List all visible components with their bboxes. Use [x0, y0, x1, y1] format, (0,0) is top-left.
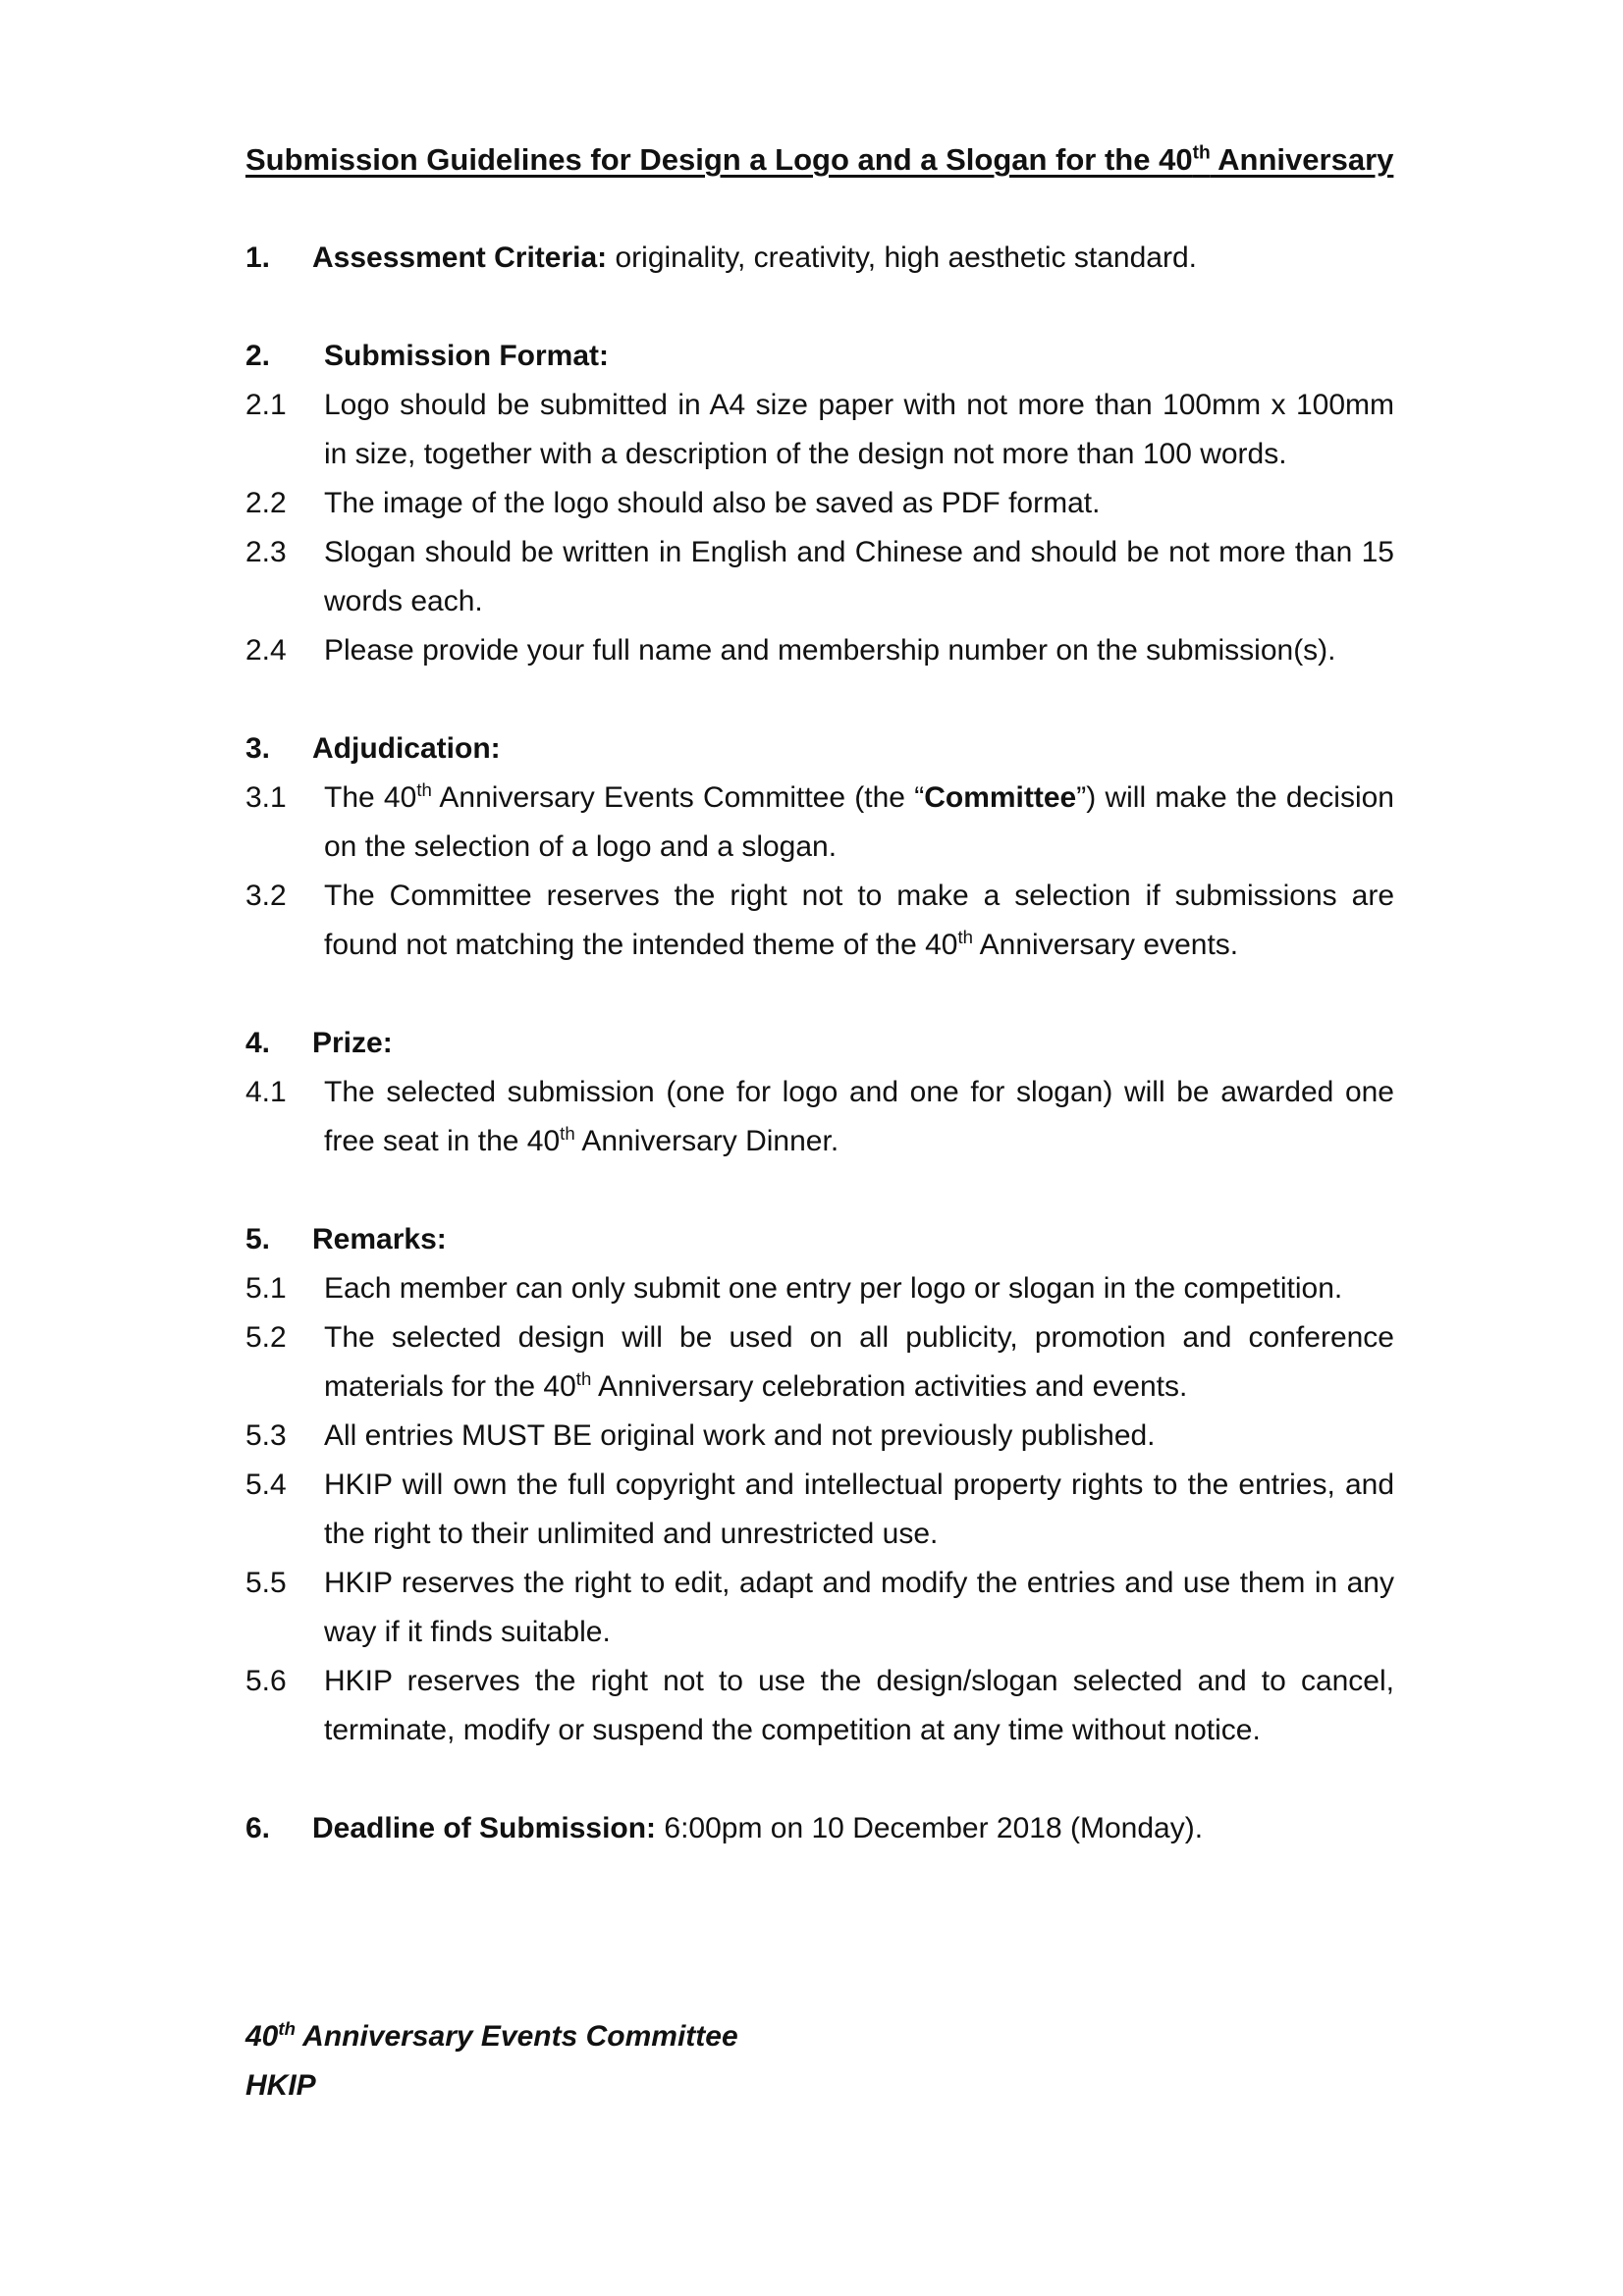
section-heading: Prize: — [312, 1027, 393, 1059]
item-text: Please provide your full name and membership number on the submission(s). — [324, 634, 1336, 667]
item-5-6 — [245, 1657, 1394, 1755]
section-1-assessment-criteria — [245, 234, 1394, 283]
section-heading: Remarks: — [312, 1223, 447, 1255]
item-3-2 — [245, 872, 1394, 970]
section-3-heading — [245, 724, 1394, 774]
section-number: 4. — [245, 1027, 271, 1059]
section-6-deadline — [245, 1804, 1394, 1853]
signature-block — [245, 2012, 738, 2110]
item-number: 4.1 — [245, 1076, 287, 1108]
item-number: 3.1 — [245, 781, 287, 814]
section-number: 5. — [245, 1223, 271, 1255]
item-5-5 — [245, 1559, 1394, 1657]
section-label: Deadline of Submission: — [312, 1812, 657, 1844]
item-2-3 — [245, 528, 1394, 626]
item-text: The 40th Anniversary Events Committee (the “Committee”) will make the decision on the selection of a logo and a slogan. — [324, 779, 1394, 863]
document-body — [245, 135, 1394, 1853]
section-text: originality, creativity, high aesthetic standard. — [607, 241, 1197, 274]
item-5-3 — [245, 1412, 1394, 1461]
section-heading: Adjudication: — [312, 732, 501, 765]
section-2-heading — [245, 332, 1394, 381]
item-2-1 — [245, 381, 1394, 479]
item-number: 2.2 — [245, 487, 287, 519]
item-text: Each member can only submit one entry per logo or slogan in the competition. — [324, 1272, 1343, 1305]
item-number: 2.4 — [245, 634, 287, 667]
item-number: 5.5 — [245, 1567, 287, 1599]
item-2-2 — [245, 479, 1394, 528]
item-3-1 — [245, 774, 1394, 872]
section-number: 2. — [245, 340, 271, 372]
item-text: HKIP reserves the right to edit, adapt and modify the entries and use them in any way if it finds suitable. — [324, 1567, 1394, 1648]
signature-organization: HKIP — [245, 2069, 316, 2102]
item-5-1 — [245, 1264, 1394, 1313]
item-text: All entries MUST BE original work and not previously published. — [324, 1419, 1156, 1452]
item-number: 2.3 — [245, 536, 287, 568]
item-number: 5.3 — [245, 1419, 287, 1452]
item-2-4 — [245, 626, 1394, 675]
item-number: 5.4 — [245, 1468, 287, 1501]
item-number: 5.1 — [245, 1272, 287, 1305]
item-number: 3.2 — [245, 880, 287, 912]
item-text: The selected design will be used on all publicity, promotion and conference materials for the 40th Anniversary celebration activities and events. — [324, 1321, 1394, 1403]
item-text: The image of the logo should also be saved as PDF format. — [324, 487, 1101, 519]
item-text: The Committee reserves the right not to make a selection if submissions are found not matching the intended theme of the 40th Anniversary events. — [324, 880, 1394, 961]
page-title: Submission Guidelines for Design a Logo and a Slogan for the 40th Anniversary — [245, 142, 1394, 177]
signature-committee: 40th Anniversary Events Committee — [245, 2018, 738, 2053]
item-text: The selected submission (one for logo and one for slogan) will be awarded one free seat in the 40th Anniversary Dinner. — [324, 1076, 1394, 1157]
item-number: 5.6 — [245, 1665, 287, 1697]
section-4-heading — [245, 1019, 1394, 1068]
item-5-4 — [245, 1461, 1394, 1559]
item-text: HKIP will own the full copyright and intellectual property rights to the entries, and the right to their unlimited and unrestricted use. — [324, 1468, 1394, 1550]
item-5-2 — [245, 1313, 1394, 1412]
item-text: HKIP reserves the right not to use the design/slogan selected and to cancel, terminate, modify or suspend the competition at any time without notice. — [324, 1665, 1394, 1746]
section-heading: Submission Format: — [324, 340, 610, 372]
item-4-1 — [245, 1068, 1394, 1166]
section-5-heading — [245, 1215, 1394, 1264]
item-number: 5.2 — [245, 1321, 287, 1354]
item-number: 2.1 — [245, 389, 287, 421]
section-number: 3. — [245, 732, 271, 765]
item-text: Logo should be submitted in A4 size paper with not more than 100mm x 100mm in size, together with a description of the design not more than 100 words. — [324, 389, 1394, 470]
section-text: 6:00pm on 10 December 2018 (Monday). — [656, 1812, 1204, 1844]
item-text: Slogan should be written in English and Chinese and should be not more than 15 words each. — [324, 536, 1394, 617]
section-label: Assessment Criteria: — [312, 241, 608, 274]
section-number: 1. — [245, 241, 271, 274]
section-number: 6. — [245, 1812, 271, 1844]
